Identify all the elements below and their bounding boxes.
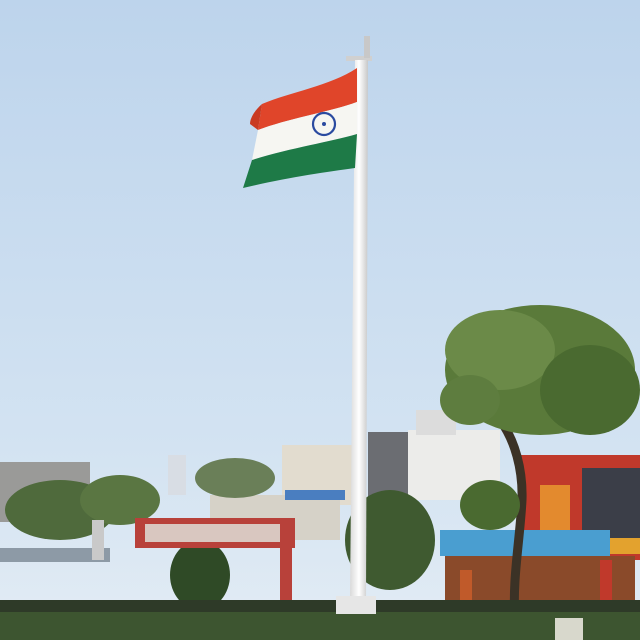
ground <box>0 600 640 640</box>
